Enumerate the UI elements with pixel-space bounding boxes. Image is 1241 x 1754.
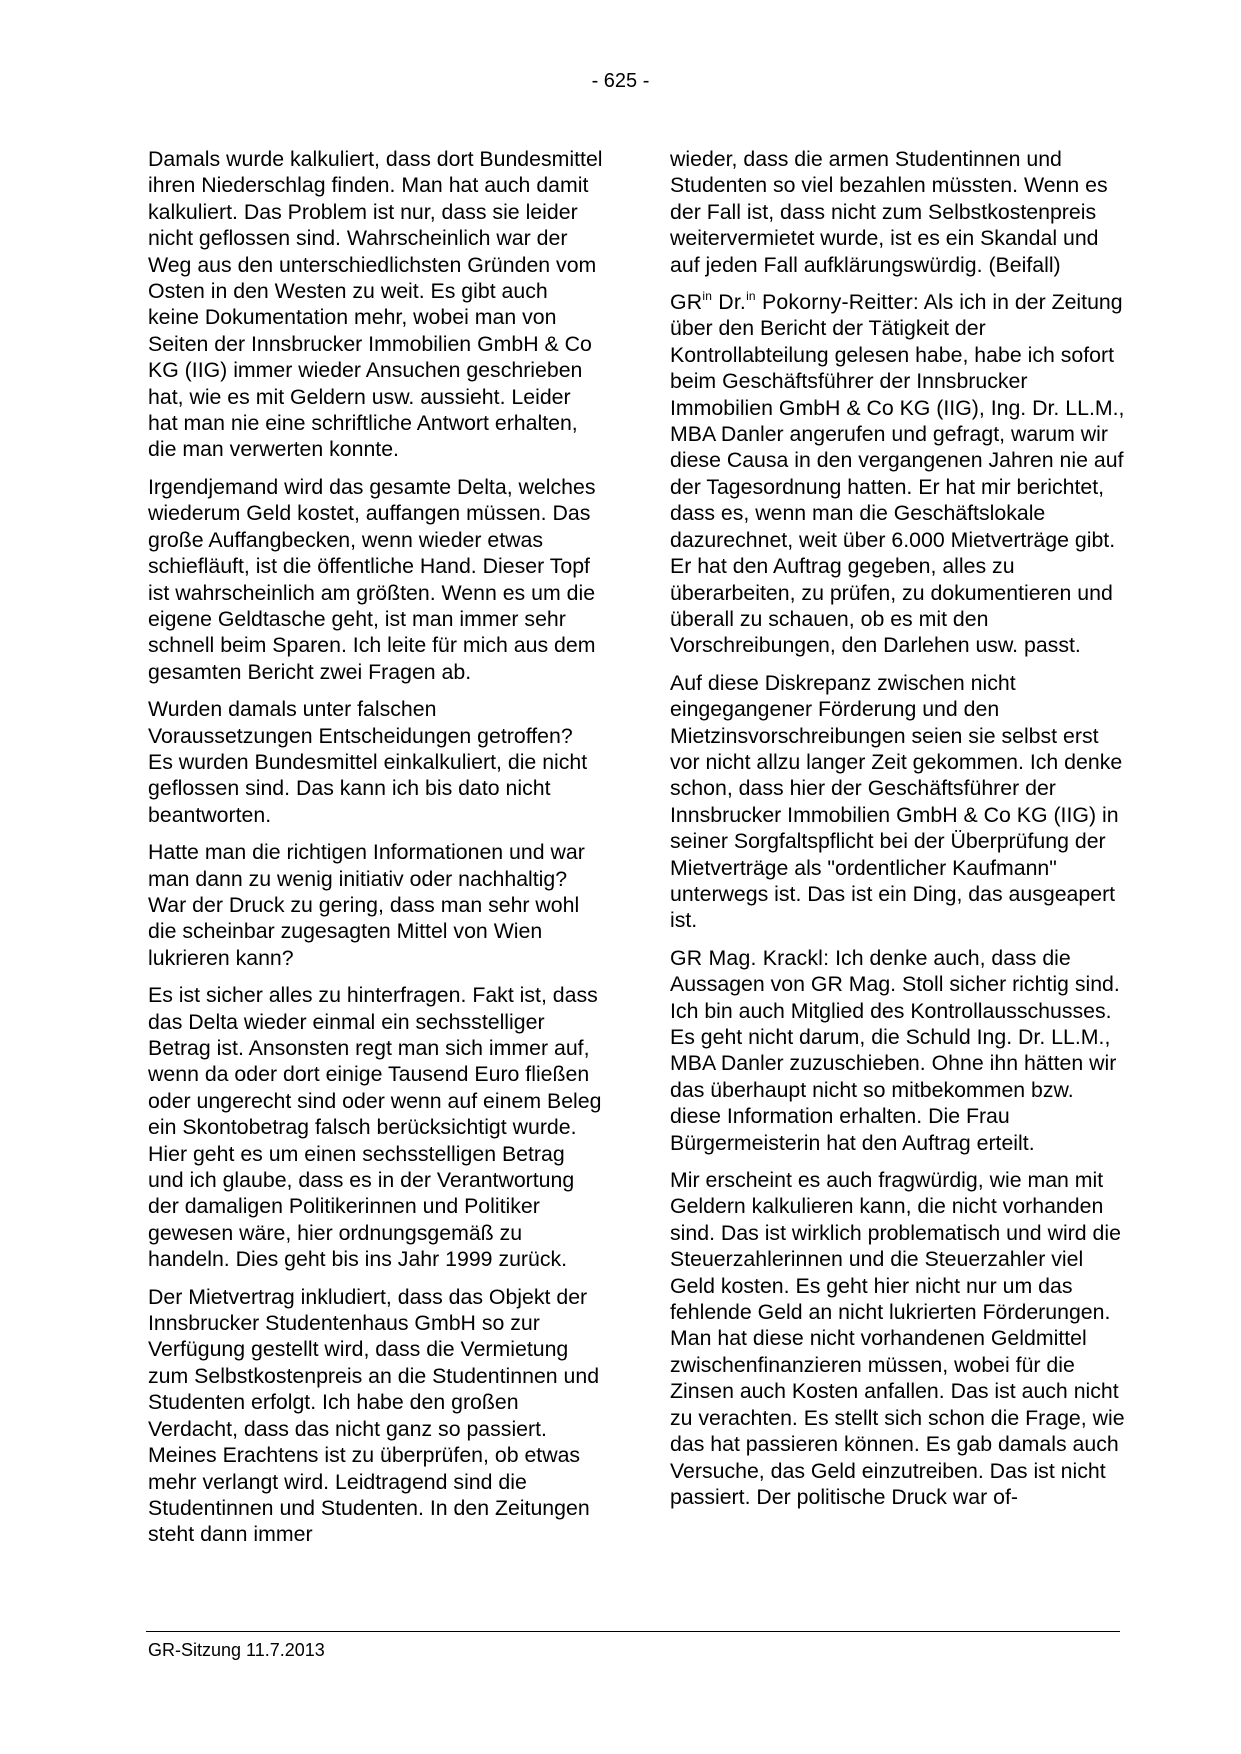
paragraph: Auf diese Diskrepanz zwischen nicht eingegangener Förderung und den Mietzinsvorschreibungen seien sie selbst erst vor nicht allzu langer Zeit gekommen. Ich denke schon, dass hier der Geschäftsführer der Innsbrucker Immobilien GmbH & Co KG (IIG) in seiner Sorgfaltspflicht bei der Überprüfung der Mietverträge als "ordentlicher Kaufmann" unterwegs ist. Das ist ein Ding, das ausgeapert ist. bbox=[670, 670, 1123, 933]
paragraph: Es ist sicher alles zu hinterfragen. Fakt ist, dass das Delta wieder einmal ein sechsstelliger Betrag ist. Ansonsten regt man sich immer auf, wenn da oder dort einige Tausend Euro fließen oder ungerecht sind oder wenn auf einem Beleg ein Skontobetrag falsch berücksichtigt wurde. Hier geht es um einen sechsstelligen Betrag und ich glaube, dass es in der Verantwortung der damaligen Politikerinnen und Politiker gewesen wäre, hier ordnungsgemäß zu handeln. Dies geht bis ins Jahr 1999 zurück. bbox=[148, 983, 602, 1272]
speaker-degree-suffix: in bbox=[746, 288, 756, 303]
paragraph: Damals wurde kalkuliert, dass dort Bundesmittel ihren Niederschlag finden. Man hat auch damit kalkuliert. Das Problem ist nur, dass sie leider nicht geflossen sind. Wahrscheinlich war der Weg aus den unterschiedlichsten Gründen vom Osten in den Westen zu weit. Es gibt auch keine Dokumentation mehr, wobei man von Seiten der Innsbrucker Immobilien GmbH & Co KG (IIG) immer wieder Ansuchen geschrieben hat, wie es mit Geldern usw. aussieht. Leider hat man nie eine schriftliche Antwort erhalten, die man verwerten konnte. bbox=[148, 147, 603, 462]
speaker-surname: Pokorny-Reitter: bbox=[761, 290, 919, 315]
footer-divider bbox=[146, 1631, 1120, 1632]
paragraph: Hatte man die richtigen Informationen und war man dann zu wenig initiativ oder nachhaltig? War der Druck zu gering, dass man sehr wohl die scheinbar zugesagten Mittel von Wien lukrieren kann? bbox=[148, 840, 585, 970]
speech-text: Als ich in der Zeitung über den Bericht der Tätigkeit der Kontrollabteilung gelesen habe, habe ich sofort beim Geschäftsführer der Innsbrucker Immobilien GmbH & Co KG (IIG), Ing. Dr. LL.M., MBA Danler angerufen und gefragt, warum wir diese Causa in den vergangenen Jahren nie auf der Tagesordnung hatten. Er hat mir berichtet, dass es, wenn man die Geschäftslokale dazurechnet, weit über 6.000 Mietverträge gibt. Er hat den Auftrag gegeben, alles zu überarbeiten, zu prüfen, zu dokumentieren und überall zu schauen, ob es mit den Vorschreibungen, den Darlehen usw. passt. bbox=[670, 290, 1125, 658]
speech-text: Ich denke auch, dass die Aussagen von GR Mag. Stoll sicher richtig sind. Ich bin auch Mitglied des Kontrollausschusses. Es geht nicht darum, die Schuld Ing. Dr. LL.M., MBA Danler zuzuschieben. Ohne ihn hätten wir das überhaupt nicht so mitbekommen bzw. diese Information erhalten. Die Frau Bürgermeisterin hat den Auftrag erteilt. bbox=[670, 945, 1120, 1155]
speaker-title: GR bbox=[670, 290, 703, 315]
speaker-degree: Dr. bbox=[718, 290, 747, 315]
paragraph: Mir erscheint es auch fragwürdig, wie man mit Geldern kalkulieren kann, die nicht vorhanden sind. Das ist wirklich problematisch und wird die Steuerzahlerinnen und die Steuerzahler viel Geld kosten. Es geht hier nicht nur um das fehlende Geld an nicht lukrierten Förderungen. Man hat diese nicht vorhandenen Geldmittel zwischenfinanzieren müssen, wobei für die Zinsen auch Kosten anfallen. Das ist auch nicht zu verachten. Es stellt sich schon die Frage, wie das hat passieren können. Es gab damals auch Versuche, das Geld einzutreiben. Das ist nicht passiert. Der politische Druck war of- bbox=[670, 1168, 1125, 1509]
speaker-name: GR Mag. Krackl: bbox=[670, 945, 830, 970]
speech-paragraph bbox=[670, 945, 1130, 1156]
speech-paragraph bbox=[670, 289, 1130, 659]
paragraph: wieder, dass die armen Studentinnen und Studenten so viel bezahlen müssten. Wenn es der Fall ist, dass nicht zum Selbstkostenpreis weitervermietet wurde, ist es ein Skandal und auf jeden Fall aufklärungswürdig. (Beifall) bbox=[670, 147, 1108, 277]
paragraph: Der Mietvertrag inkludiert, dass das Objekt der Innsbrucker Studentenhaus GmbH so zur Verfügung gestellt wird, dass die Vermietung zum Selbstkostenpreis an die Studentinnen und Studenten erfolgt. Ich habe den großen Verdacht, dass das nicht ganz so passiert. Meines Erachtens ist zu überprüfen, ob etwas mehr verlangt wird. Leidtragend sind die Studentinnen und Studenten. In den Zeitungen steht dann immer bbox=[148, 1284, 600, 1547]
left-column bbox=[148, 146, 603, 1559]
speaker-title-suffix: in bbox=[702, 288, 713, 303]
paragraph: Irgendjemand wird das gesamte Delta, welches wiederum Geld kostet, auffangen müssen. Das große Auffangbecken, wenn wieder etwas schiefläuft, ist die öffentliche Hand. Dieser Topf ist wahrscheinlich am größten. Wenn es um die eigene Geldtasche geht, ist man immer sehr schnell beim Sparen. Ich leite für mich aus dem gesamten Bericht zwei Fragen ab. bbox=[148, 474, 596, 684]
footer-session-date: GR-Sitzung 11.7.2013 bbox=[148, 1640, 325, 1660]
speaker-name bbox=[670, 290, 919, 314]
right-column bbox=[670, 146, 1130, 1521]
paragraph: Wurden damals unter falschen Voraussetzungen Entscheidungen getroffen? Es wurden Bundesmittel einkalkuliert, die nicht geflossen sind. Das kann ich bis dato nicht beantworten. bbox=[148, 697, 588, 827]
page-number: - 625 - bbox=[591, 70, 650, 92]
